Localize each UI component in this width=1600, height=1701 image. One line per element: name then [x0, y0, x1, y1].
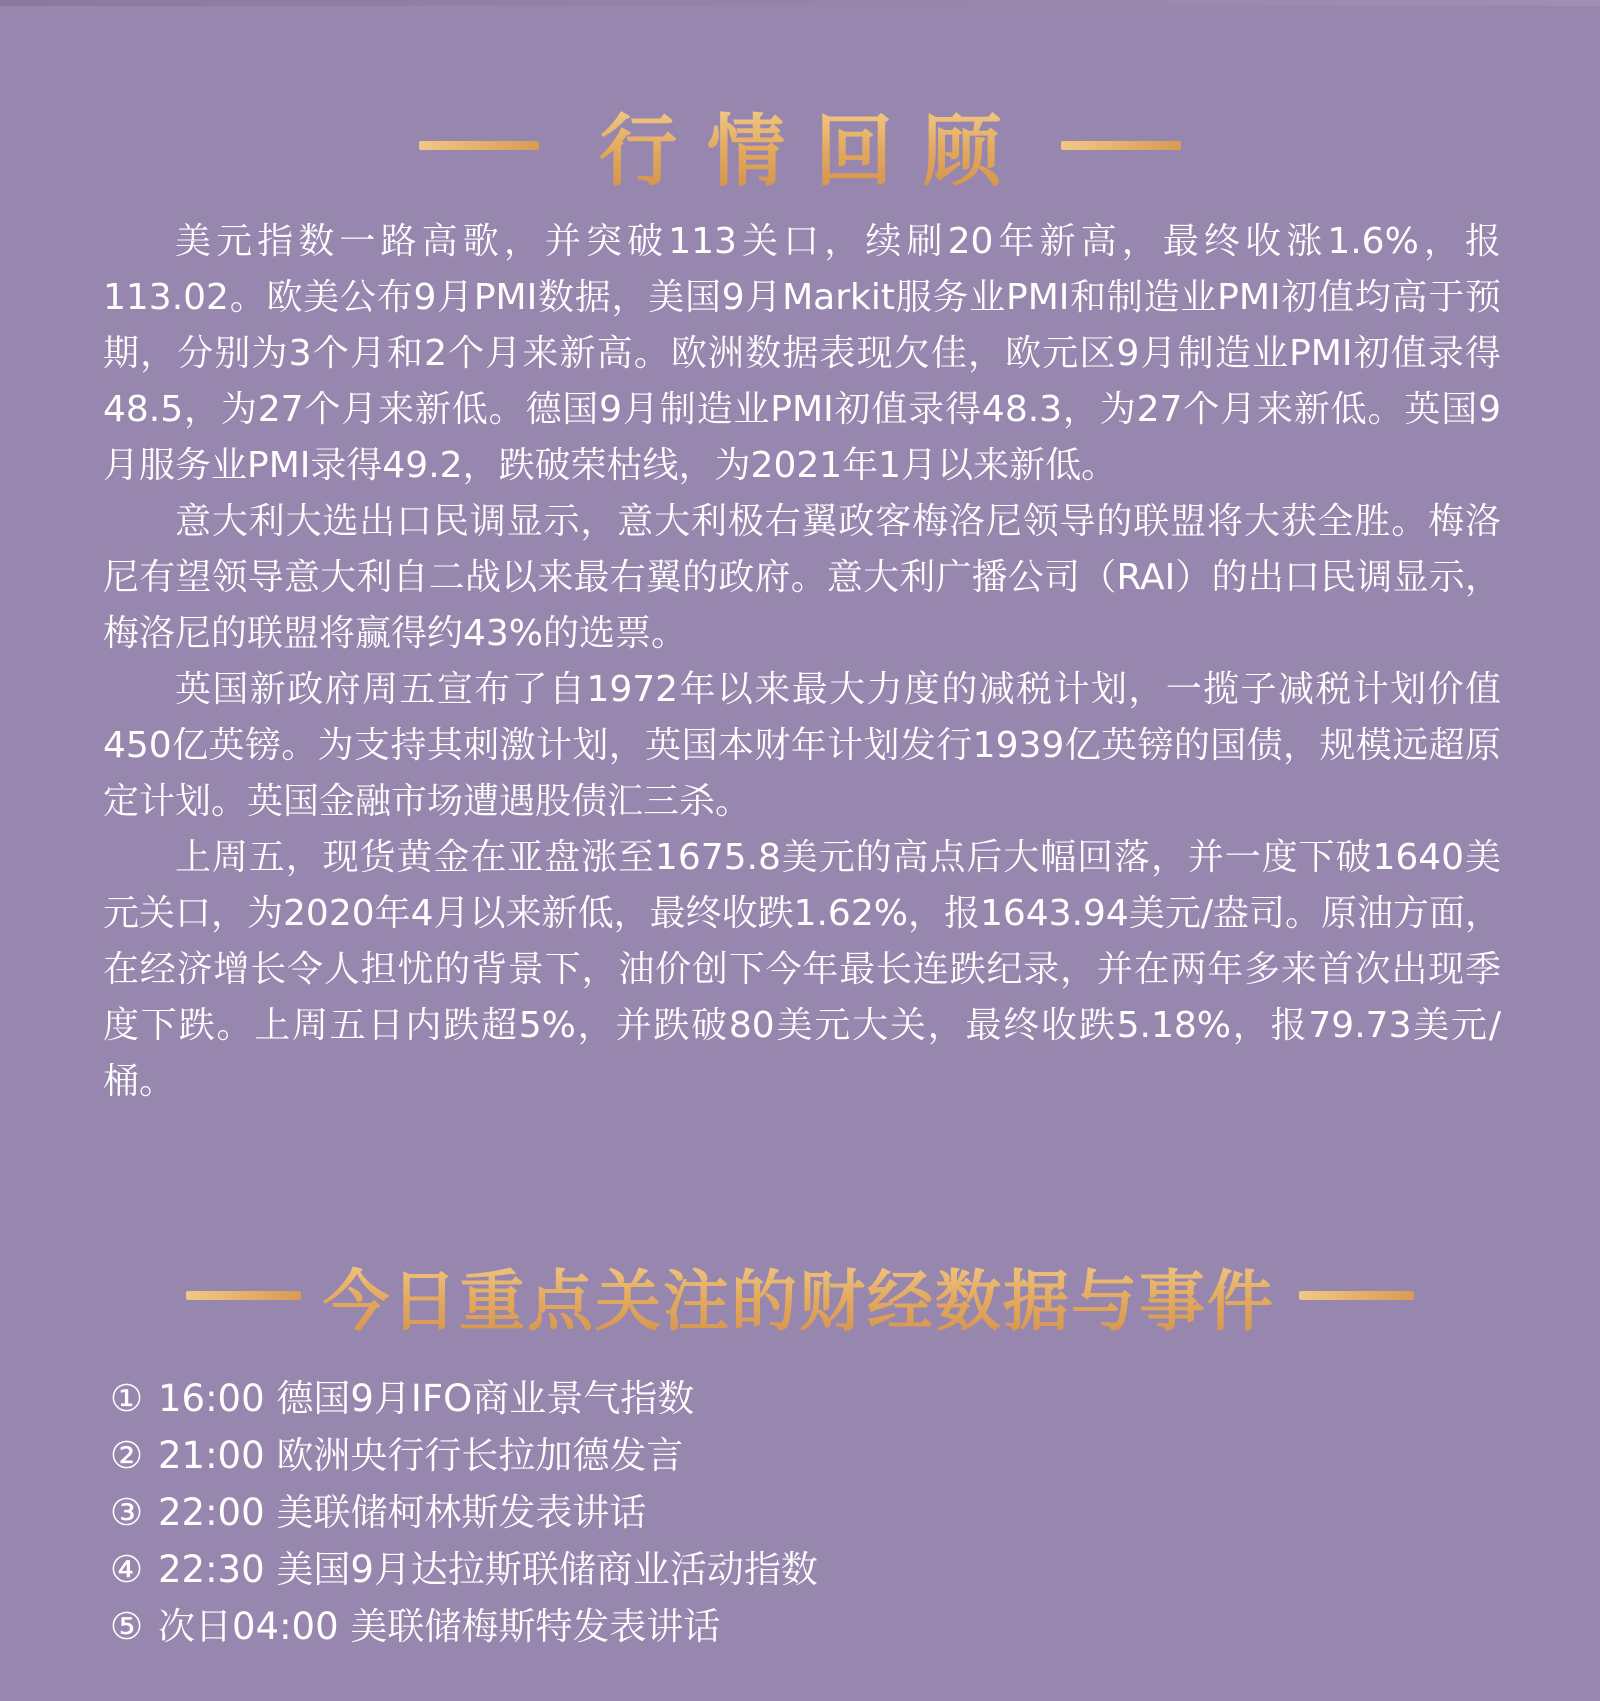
title-dash-right: [1299, 1291, 1414, 1300]
event-item: [110, 1484, 1490, 1541]
event-item: [110, 1541, 1490, 1598]
event-text: 21:00 欧洲央行行长拉加德发言: [158, 1434, 684, 1477]
title-dash-left: [419, 141, 539, 150]
event-item: [110, 1598, 1490, 1655]
event-number: ⑤: [110, 1605, 144, 1648]
event-number: ④: [110, 1548, 144, 1591]
event-text: 16:00 德国9月IFO商业景气指数: [158, 1377, 695, 1420]
event-text: 22:30 美国9月达拉斯联储商业活动指数: [158, 1548, 818, 1591]
event-number: ①: [110, 1377, 144, 1420]
event-item: [110, 1427, 1490, 1484]
review-paragraph: 美元指数一路高歌，并突破113关口，续刷20年新高，最终收涨1.6%，报113.02。欧美公布9月PMI数据，美国9月Markit服务业PMI和制造业PMI初值均高于预期，分别为3个月和2个月来新高。欧洲数据表现欠佳，欧元区9月制造业PMI初值录得48.5，为27个月来新低。德国9月制造业PMI初值录得48.3，为27个月来新低。英国9月服务业PMI录得49.2，跌破荣枯线，为2021年1月以来新低。: [103, 221, 1501, 486]
event-text: 次日04:00 美联储梅斯特发表讲话: [158, 1605, 721, 1648]
review-paragraph: 英国新政府周五宣布了自1972年以来最大力度的减税计划，一揽子减税计划价值450亿英镑。为支持其刺激计划，英国本财年计划发行1939亿英镑的国债，规模远超原定计划。英国金融市场遭遇股债汇三杀。: [103, 669, 1501, 822]
event-list: [110, 1370, 1490, 1655]
review-section-title: [0, 100, 1600, 197]
review-title-text: 行情回顾: [598, 107, 1031, 197]
focus-title-text: 今日重点关注的财经数据与事件: [323, 1262, 1275, 1340]
event-item: [110, 1370, 1490, 1427]
title-dash-left: [186, 1291, 301, 1300]
review-paragraph: 意大利大选出口民调显示，意大利极右翼政客梅洛尼领导的联盟将大获全胜。梅洛尼有望领导意大利自二战以来最右翼的政府。意大利广播公司（RAI）的出口民调显示，梅洛尼的联盟将赢得约43%的选票。: [103, 501, 1501, 654]
title-dash-right: [1061, 141, 1181, 150]
event-number: ②: [110, 1434, 144, 1477]
event-number: ③: [110, 1491, 144, 1534]
top-edge-strip: [0, 0, 1600, 6]
focus-section-title: [0, 1250, 1600, 1340]
review-paragraph: 上周五，现货黄金在亚盘涨至1675.8美元的高点后大幅回落，并一度下破1640美元关口，为2020年4月以来新低，最终收跌1.62%，报1643.94美元/盎司。原油方面，在经济增长令人担忧的背景下，油价创下今年最长连跌纪录，并在两年多来首次出现季度下跌。上周五日内跌超5%，并跌破80美元大关，最终收跌5.18%，报79.73美元/桶。: [103, 837, 1501, 1102]
review-article: [103, 214, 1501, 1110]
event-text: 22:00 美联储柯林斯发表讲话: [158, 1491, 647, 1534]
